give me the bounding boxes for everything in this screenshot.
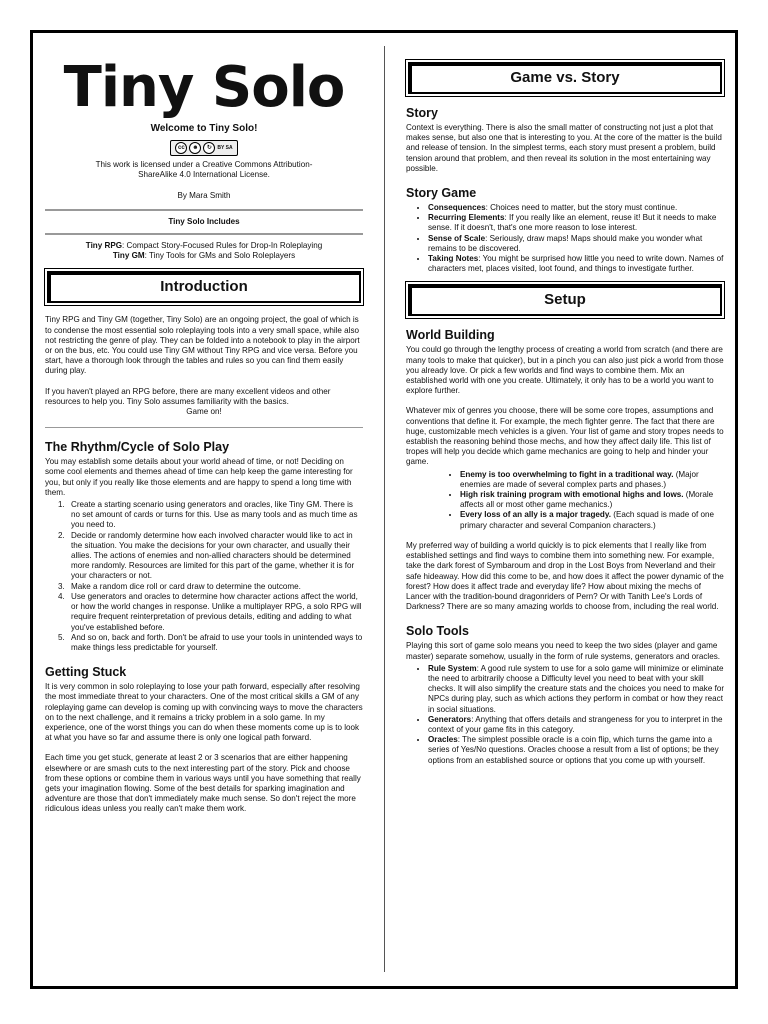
intro-paragraph: If you haven't played an RPG before, there are many excellent videos and other resources to help you. Tiny Solo assumes familiarity with the basics. xyxy=(45,386,331,406)
welcome-text: Welcome to Tiny Solo! xyxy=(150,123,258,134)
list-item: • Generators: Anything that offers details and strangeness for you to interpret in the context of your game fits in this category. xyxy=(428,715,724,735)
column-divider xyxy=(384,46,385,972)
license-badge xyxy=(45,140,363,156)
section-heading-game-vs-story: Game vs. Story xyxy=(408,62,722,94)
by-icon: ☻ xyxy=(189,142,201,154)
includes-heading: Tiny Solo Includes xyxy=(168,216,240,226)
section-heading-introduction: Introduction xyxy=(47,271,361,303)
stuck-paragraph: It is very common in solo roleplaying to lose your path forward, especially after resolving the most immediate threat to your characters. One of the most critical skills a GM of any roleplaying game can develop is coming up with convincing ways to move the characters on to the next challenge, and it remains a tricky problem in a solo game. In my experience, one of the worst things you can do when these moments come up is to look at what you have so far and assume there is only one logical path forward. xyxy=(45,682,363,743)
list-item: • High risk training program with emotional highs and lows. (Morale affects all or most other game mechanics.) xyxy=(460,490,724,510)
list-item: • Recurring Elements: If you really like an element, reuse it! But it needs to make sense. If it doesn't, that's one more reason to lose interest. xyxy=(428,213,724,233)
tools-list xyxy=(406,664,724,766)
includes-item: Tiny GM: Tiny Tools for GMs and Solo Roleplayers xyxy=(112,251,296,261)
rhythm-intro: You may establish some details about your world ahead of time, or not! Deciding on some cool elements and themes ahead of time can help keep the game interesting for you, but only if you really like those elements and are happy to spend a long time with them. xyxy=(45,457,353,497)
license-badge-label: BY SA xyxy=(217,145,233,152)
cc-icon: cc xyxy=(175,142,187,154)
author: By Mara Smith xyxy=(177,190,231,200)
divider xyxy=(45,233,363,235)
list-item: • Enemy is too overwhelming to fight in a traditional way. (Major enemies are made of several complex parts and phases.) xyxy=(460,470,724,490)
solo-tools-heading: Solo Tools xyxy=(406,624,469,639)
world-paragraph: You could go through the lengthy process of creating a world from scratch (and there are many tools to make that quicker), but in a pinch you can also just pick a world from those you already love. Or pick a few worlds and find ways to combine them. Mix an established world with one you create. Ultimately, it only has to be a world you want to explore further. xyxy=(406,345,724,396)
list-item: • Consequences: Choices need to matter, but the story must continue. xyxy=(428,203,724,213)
list-item: 2. Decide or randomly determine how each involved character would like to act in the situation. You make the decisions for your own character, and usually their allies. The actions of enemies and non-allied characters should be determined more randomly. Resources are limited for this part of the game, whether it is for your characters or not. xyxy=(67,531,363,582)
left-column xyxy=(45,44,363,825)
story-game-list xyxy=(406,203,724,274)
list-item: • Oracles: The simplest possible oracle is a coin flip, which turns the game into a series of Yes/No questions. Oracles choose a result from a list of options; be they options from an established source or options that you come up with yourself. xyxy=(428,735,724,766)
sa-icon: ↻ xyxy=(203,142,215,154)
list-item: • Taking Notes: You might be surprised how little you need to write down. Names of characters met, places visited, loot found, and things to investigate further. xyxy=(428,254,724,274)
list-item: • Sense of Scale: Seriously, draw maps! Maps should make you wonder what remains to be discovered. xyxy=(428,234,724,254)
rhythm-heading: The Rhythm/Cycle of Solo Play xyxy=(45,440,230,455)
tropes-list xyxy=(406,470,724,531)
section-heading-setup: Setup xyxy=(408,284,722,316)
list-item: • Every loss of an ally is a major tragedy. (Each squad is made of one primary character and several Companion characters.) xyxy=(460,510,724,530)
page-title: Tiny Solo xyxy=(63,55,345,120)
includes-item: Tiny RPG: Compact Story-Focused Rules for Drop-In Roleplaying xyxy=(85,241,323,251)
stuck-paragraph: Each time you get stuck, generate at least 2 or 3 scenarios that are either happening elsewhere or are smash cuts to the next interesting part of the story. Pick and choose from these options or combine them in various ways until you have something that really gets your imagination flowing. Some of the best details for sparking imagination and adventure are those that don't immediately make much sense. So don't reject the more ridiculous ideas unless you really can't make them work. xyxy=(45,753,361,814)
game-on-text: Game on! xyxy=(186,407,222,417)
list-item: 1. Create a starting scenario using generators and oracles, like Tiny GM. There is no set amount of cards or turns for this. Use as many tools and as much time as you need to. xyxy=(67,500,363,531)
intro-paragraph: Tiny RPG and Tiny GM (together, Tiny Solo) are an ongoing project, the goal of which is to condense the most essential solo roleplaying tools into a very small space, while also not restricting the genre of play. They can be folded into a notebook to play in the airport or on the bus, etc. You could use Tiny GM without Tiny RPG and vice versa. Before you start, have a thorough look through the tables and rules so you can find them easily during play. xyxy=(45,315,360,376)
story-paragraph: Context is everything. There is also the small matter of constructing not just a plot that makes sense, but also one that is interesting to you. At the core of the matter is the build and release of tension. In the simplest terms, each story must present a problem, build tension around that problem, and then reveal its solution in the most entertaining way possible. xyxy=(406,123,722,173)
list-item: 5. And so on, back and forth. Don't be afraid to use your tools in unintended ways to make things less predictable for yourself. xyxy=(67,633,363,653)
divider xyxy=(45,209,363,211)
story-game-heading: Story Game xyxy=(406,186,477,201)
list-item: 4. Use generators and oracles to determine how character actions affect the world, or how the world changes in response. Unlike a multiplayer RPG, a solo RPG will require frequent reinterpretation of previous details, editing and adding to what you've established before. xyxy=(67,592,363,633)
divider xyxy=(45,427,363,428)
right-column xyxy=(406,44,724,772)
rhythm-steps xyxy=(45,500,363,653)
world-paragraph: Whatever mix of genres you choose, there will be some core tropes, assumptions and conventions that define it. For example, the mech fighter genre. The fact that there are huge, customizable mech vehicles is a given. Your list of game and story tropes needs to establish the reasoning behind those mechs, and how they affect daily life. This list of tropes will help you decide which game mechanics are going to help and hinder your game. xyxy=(406,406,724,467)
tools-intro: Playing this sort of game solo means you need to keep the two sides (player and game master) separate somehow, usually in the form of rule systems, generators and oracles. xyxy=(406,641,720,661)
list-item: 3. Make a random dice roll or card draw to determine the outcome. xyxy=(67,582,363,592)
stuck-heading: Getting Stuck xyxy=(45,665,127,680)
license-text: This work is licensed under a Creative Commons Attribution-ShareAlike 4.0 International License. xyxy=(95,160,313,180)
list-item: • Rule System: A good rule system to use for a solo game will minimize or eliminate the need to arbitrarily choose a Difficulty level you need to beat with your skill checks. It will also simplify the creature stats and the choices you need to make for NPCs during play, such as which actions they perform in combat or how they react in social situations. xyxy=(428,664,724,715)
world-building-heading: World Building xyxy=(406,328,495,343)
includes-list xyxy=(45,241,363,261)
story-heading: Story xyxy=(406,106,438,120)
world-paragraph: My preferred way of building a world quickly is to pick elements that I really like from established settings and find ways to combine them into something new. For example, take the dark forest of Symbaroum and drop in the Lost Boys from Neverland and their safe hideaway. How did this come to be, and how does it affect the power dynamic of the forest? How does it affect trade and everyday life? How about mixing the mechs of Lancer with the tradition-bound dragonriders of Pern? Or with Tanith Lee's Lords of Darkness? There are so many amazing worlds to choose from, including the real world. xyxy=(406,540,724,612)
